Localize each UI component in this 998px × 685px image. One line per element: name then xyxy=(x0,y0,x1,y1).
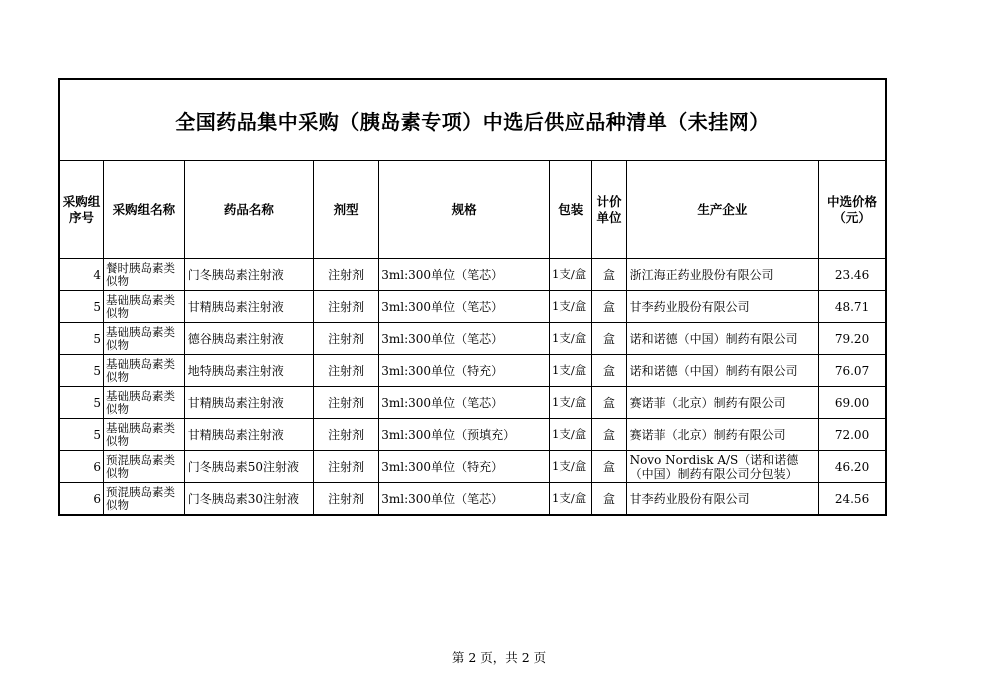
group-name-cell: 预混胰岛素类似物 xyxy=(104,451,185,483)
manufacturer-cell: 赛诺菲（北京）制药有限公司 xyxy=(626,387,818,419)
table-row xyxy=(59,291,886,323)
group-no-cell: 6 xyxy=(59,483,104,516)
drug-name-cell: 门冬胰岛素50注射液 xyxy=(184,451,313,483)
unit-cell: 盒 xyxy=(592,323,626,355)
package-cell: 1支/盒 xyxy=(550,259,592,291)
table-row xyxy=(59,419,886,451)
drug-name-cell: 甘精胰岛素注射液 xyxy=(184,291,313,323)
header-drug-name: 药品名称 xyxy=(184,161,313,259)
dosage-form-cell: 注射剂 xyxy=(314,483,379,516)
page-footer: 第 2 页，共 2 页 xyxy=(451,650,547,665)
group-no-cell: 5 xyxy=(59,291,104,323)
price-cell: 24.56 xyxy=(819,483,886,516)
price-cell: 76.07 xyxy=(819,355,886,387)
table-row xyxy=(59,355,886,387)
package-cell: 1支/盒 xyxy=(550,451,592,483)
drug-name-cell: 门冬胰岛素30注射液 xyxy=(184,483,313,516)
group-name-cell: 基础胰岛素类似物 xyxy=(104,355,185,387)
group-name-cell: 基础胰岛素类似物 xyxy=(104,323,185,355)
manufacturer-cell: 甘李药业股份有限公司 xyxy=(626,291,818,323)
group-no-cell: 5 xyxy=(59,323,104,355)
table-row xyxy=(59,483,886,516)
spec-cell: 3ml:300单位（笔芯） xyxy=(379,483,550,516)
header-group-name: 采购组名称 xyxy=(104,161,185,259)
manufacturer-cell: Novo Nordisk A/S（诺和诺德（中国）制药有限公司分包装） xyxy=(626,451,818,483)
group-no-cell: 5 xyxy=(59,419,104,451)
price-cell: 46.20 xyxy=(819,451,886,483)
spec-cell: 3ml:300单位（笔芯） xyxy=(379,323,550,355)
drug-name-cell: 甘精胰岛素注射液 xyxy=(184,419,313,451)
spec-cell: 3ml:300单位（笔芯） xyxy=(379,387,550,419)
package-cell: 1支/盒 xyxy=(550,291,592,323)
price-cell: 23.46 xyxy=(819,259,886,291)
manufacturer-cell: 诺和诺德（中国）制药有限公司 xyxy=(626,355,818,387)
spec-cell: 3ml:300单位（笔芯） xyxy=(379,259,550,291)
unit-cell: 盒 xyxy=(592,259,626,291)
manufacturer-cell: 浙江海正药业股份有限公司 xyxy=(626,259,818,291)
header-dosage-form: 剂型 xyxy=(314,161,379,259)
unit-cell: 盒 xyxy=(592,291,626,323)
header-unit: 计价单位 xyxy=(592,161,626,259)
table-row xyxy=(59,259,886,291)
price-cell: 72.00 xyxy=(819,419,886,451)
package-cell: 1支/盒 xyxy=(550,323,592,355)
dosage-form-cell: 注射剂 xyxy=(314,451,379,483)
price-cell: 69.00 xyxy=(819,387,886,419)
package-cell: 1支/盒 xyxy=(550,483,592,516)
table-row xyxy=(59,323,886,355)
spec-cell: 3ml:300单位（特充） xyxy=(379,451,550,483)
header-package: 包装 xyxy=(550,161,592,259)
supply-list-table xyxy=(58,78,887,516)
unit-cell: 盒 xyxy=(592,451,626,483)
package-cell: 1支/盒 xyxy=(550,355,592,387)
dosage-form-cell: 注射剂 xyxy=(314,291,379,323)
group-name-cell: 基础胰岛素类似物 xyxy=(104,419,185,451)
unit-cell: 盒 xyxy=(592,355,626,387)
unit-cell: 盒 xyxy=(592,483,626,516)
price-cell: 79.20 xyxy=(819,323,886,355)
document-title: 全国药品集中采购（胰岛素专项）中选后供应品种清单（未挂网） xyxy=(59,79,886,161)
table-row xyxy=(59,451,886,483)
package-cell: 1支/盒 xyxy=(550,387,592,419)
package-cell: 1支/盒 xyxy=(550,419,592,451)
drug-name-cell: 地特胰岛素注射液 xyxy=(184,355,313,387)
dosage-form-cell: 注射剂 xyxy=(314,259,379,291)
group-no-cell: 5 xyxy=(59,387,104,419)
document-sheet xyxy=(58,78,887,516)
drug-name-cell: 甘精胰岛素注射液 xyxy=(184,387,313,419)
header-row xyxy=(59,161,886,259)
drug-name-cell: 德谷胰岛素注射液 xyxy=(184,323,313,355)
group-name-cell: 预混胰岛素类似物 xyxy=(104,483,185,516)
group-name-cell: 基础胰岛素类似物 xyxy=(104,291,185,323)
drug-name-cell: 门冬胰岛素注射液 xyxy=(184,259,313,291)
manufacturer-cell: 甘李药业股份有限公司 xyxy=(626,483,818,516)
group-name-cell: 基础胰岛素类似物 xyxy=(104,387,185,419)
unit-cell: 盒 xyxy=(592,387,626,419)
dosage-form-cell: 注射剂 xyxy=(314,355,379,387)
header-spec: 规格 xyxy=(379,161,550,259)
table-row xyxy=(59,387,886,419)
header-group-no: 采购组序号 xyxy=(59,161,104,259)
group-no-cell: 4 xyxy=(59,259,104,291)
header-price: 中选价格（元） xyxy=(819,161,886,259)
manufacturer-cell: 赛诺菲（北京）制药有限公司 xyxy=(626,419,818,451)
group-name-cell: 餐时胰岛素类似物 xyxy=(104,259,185,291)
spec-cell: 3ml:300单位（预填充） xyxy=(379,419,550,451)
header-manufacturer: 生产企业 xyxy=(626,161,818,259)
dosage-form-cell: 注射剂 xyxy=(314,323,379,355)
spec-cell: 3ml:300单位（笔芯） xyxy=(379,291,550,323)
group-no-cell: 6 xyxy=(59,451,104,483)
spec-cell: 3ml:300单位（特充） xyxy=(379,355,550,387)
dosage-form-cell: 注射剂 xyxy=(314,387,379,419)
group-no-cell: 5 xyxy=(59,355,104,387)
dosage-form-cell: 注射剂 xyxy=(314,419,379,451)
unit-cell: 盒 xyxy=(592,419,626,451)
manufacturer-cell: 诺和诺德（中国）制药有限公司 xyxy=(626,323,818,355)
price-cell: 48.71 xyxy=(819,291,886,323)
